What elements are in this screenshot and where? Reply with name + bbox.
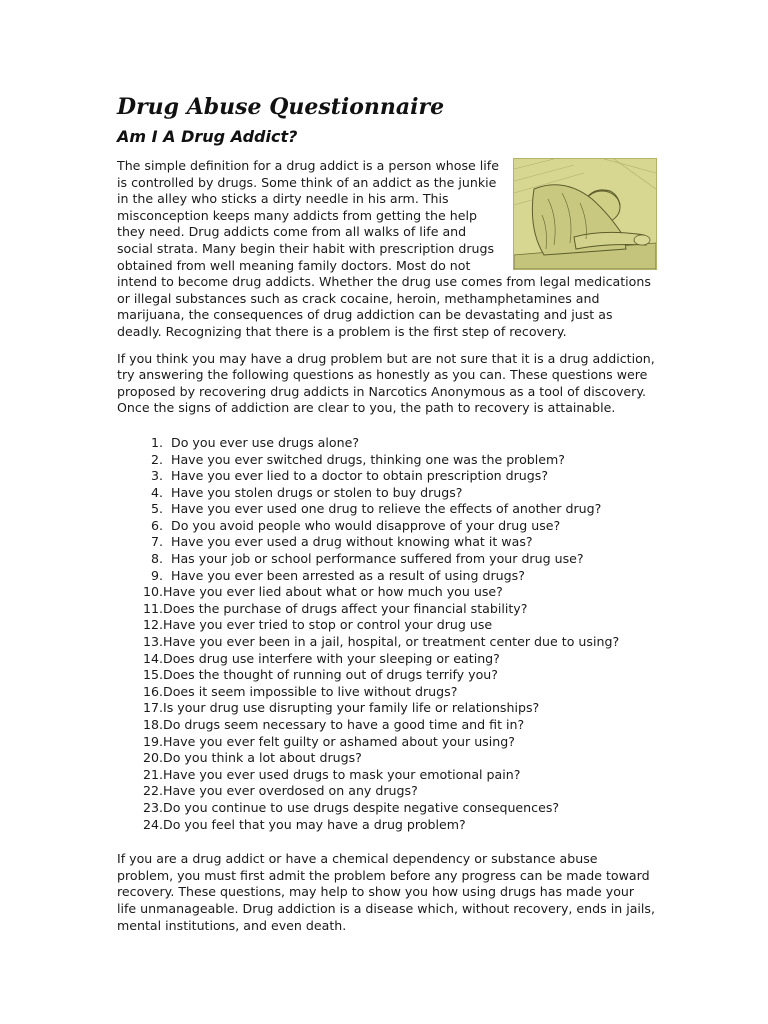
question-text: Do drugs seem necessary to have a good time and fit in? bbox=[163, 717, 525, 732]
question-text: Have you ever lied to a doctor to obtain prescription drugs? bbox=[171, 468, 549, 484]
question-number: 14. bbox=[142, 650, 163, 666]
question-item bbox=[117, 684, 657, 701]
document-title: Drug Abuse Questionnaire bbox=[117, 94, 445, 120]
question-number: 1. bbox=[150, 434, 163, 450]
question-item bbox=[117, 700, 657, 717]
question-text: Have you ever tried to stop or control your drug use bbox=[163, 617, 493, 633]
question-item bbox=[117, 501, 657, 518]
question-item bbox=[117, 651, 657, 668]
question-number: 21. bbox=[142, 766, 163, 782]
question-number: 22. bbox=[142, 783, 163, 799]
question-item bbox=[117, 551, 657, 568]
question-item bbox=[117, 617, 657, 634]
question-item bbox=[117, 817, 657, 834]
question-text: Have you ever felt guilty or ashamed about your using? bbox=[163, 733, 515, 749]
question-number: 13. bbox=[142, 634, 163, 650]
addict-illustration bbox=[513, 158, 657, 270]
document-subtitle: Am I A Drug Addict? bbox=[117, 127, 298, 146]
closing-paragraph: If you are a drug addict or have a chemical dependency or substance abuse problem, you must first admit the problem before any progress can be made toward recovery. These questions, may help to show you how using drugs has made your life unmanageable. Drug addiction is a disease which, without recovery, ends in jails, mental institutions, and even death. bbox=[117, 851, 655, 933]
question-text: Has your job or school performance suffered from your drug use? bbox=[171, 551, 584, 567]
question-text: Have you ever overdosed on any drugs? bbox=[163, 783, 418, 799]
question-item bbox=[117, 568, 657, 585]
question-number: 8. bbox=[150, 551, 163, 567]
question-number: 19. bbox=[142, 733, 163, 749]
intro-paragraph: The simple definition for a drug addict is a person whose life is controlled by drugs. Some think of an addict as the junkie in the alley who sticks a dirty needle in his arm. This misconception keeps many addicts from getting the help they need. Drug addicts come from all walks of life and social strata. Many begin their habit with prescription drugs obtained from well meaning family doctors. Most do not intend to become drug addicts. Whether the drug use comes from legal medications or illegal substances such as crack cocaine, heroin, methamphetamines and marijuana, the consequences of drug addiction can be devastating and just as deadly. Recognizing that there is a problem is the first step of recovery. bbox=[117, 158, 651, 339]
question-text: Have you ever lied about what or how much you use? bbox=[163, 584, 503, 600]
question-number: 4. bbox=[150, 484, 163, 500]
instructions-paragraph: If you think you may have a drug problem but are not sure that it is a drug addiction, try answering the following questions as honestly as you can. These questions were proposed by recovering drug addicts in Narcotics Anonymous as a tool of discovery. Once the signs of addiction are clear to you, the path to recovery is attainable. bbox=[117, 350, 655, 416]
question-number: 20. bbox=[142, 750, 163, 766]
question-number: 16. bbox=[142, 683, 163, 699]
question-number: 3. bbox=[150, 468, 163, 484]
question-item bbox=[117, 435, 657, 452]
question-text: Do you feel that you may have a drug problem? bbox=[163, 816, 466, 832]
question-number: 9. bbox=[150, 567, 163, 583]
question-number: 18. bbox=[142, 717, 163, 732]
question-number: 12. bbox=[142, 617, 163, 633]
question-number: 17. bbox=[142, 700, 163, 716]
question-list bbox=[117, 435, 657, 833]
question-text: Have you ever used one drug to relieve the effects of another drug? bbox=[171, 501, 602, 517]
question-item bbox=[117, 767, 657, 784]
question-text: Have you ever used drugs to mask your emotional pain? bbox=[163, 766, 521, 782]
question-item bbox=[117, 717, 657, 734]
question-number: 11. bbox=[142, 600, 163, 616]
question-text: Have you ever used a drug without knowing what it was? bbox=[171, 534, 533, 550]
question-number: 15. bbox=[142, 667, 163, 683]
question-number: 23. bbox=[142, 799, 163, 815]
question-item bbox=[117, 518, 657, 535]
question-text: Is your drug use disrupting your family life or relationships? bbox=[163, 700, 540, 716]
question-item bbox=[117, 601, 657, 618]
question-item bbox=[117, 750, 657, 767]
question-number: 24. bbox=[142, 816, 163, 832]
question-item bbox=[117, 584, 657, 601]
question-number: 2. bbox=[150, 451, 163, 467]
question-number: 7. bbox=[150, 534, 163, 550]
question-text: Do you think a lot about drugs? bbox=[163, 750, 362, 766]
question-item bbox=[117, 452, 657, 469]
question-text: Have you ever been arrested as a result of using drugs? bbox=[171, 567, 525, 583]
question-text: Have you ever been in a jail, hospital, or treatment center due to using? bbox=[163, 634, 620, 650]
question-text: Have you stolen drugs or stolen to buy drugs? bbox=[171, 484, 463, 500]
question-item bbox=[117, 783, 657, 800]
question-item bbox=[117, 734, 657, 751]
question-text: Does the thought of running out of drugs terrify you? bbox=[163, 667, 498, 683]
question-text: Does it seem impossible to live without drugs? bbox=[163, 683, 458, 699]
question-number: 6. bbox=[150, 517, 163, 533]
question-number: 10. bbox=[142, 584, 163, 600]
question-text: Have you ever switched drugs, thinking one was the problem? bbox=[171, 451, 565, 467]
question-item bbox=[117, 800, 657, 817]
question-text: Do you continue to use drugs despite negative consequences? bbox=[163, 799, 560, 815]
illustration-drawing bbox=[514, 159, 656, 269]
question-item bbox=[117, 485, 657, 502]
question-item bbox=[117, 534, 657, 551]
question-text: Do you avoid people who would disapprove of your drug use? bbox=[171, 517, 561, 533]
question-text: Do you ever use drugs alone? bbox=[171, 434, 360, 450]
question-item bbox=[117, 468, 657, 485]
question-number: 5. bbox=[150, 501, 163, 517]
question-text: Does the purchase of drugs affect your financial stability? bbox=[163, 600, 528, 616]
question-item bbox=[117, 667, 657, 684]
question-text: Does drug use interfere with your sleeping or eating? bbox=[163, 650, 500, 666]
question-item bbox=[117, 634, 657, 651]
document-page bbox=[117, 92, 657, 934]
